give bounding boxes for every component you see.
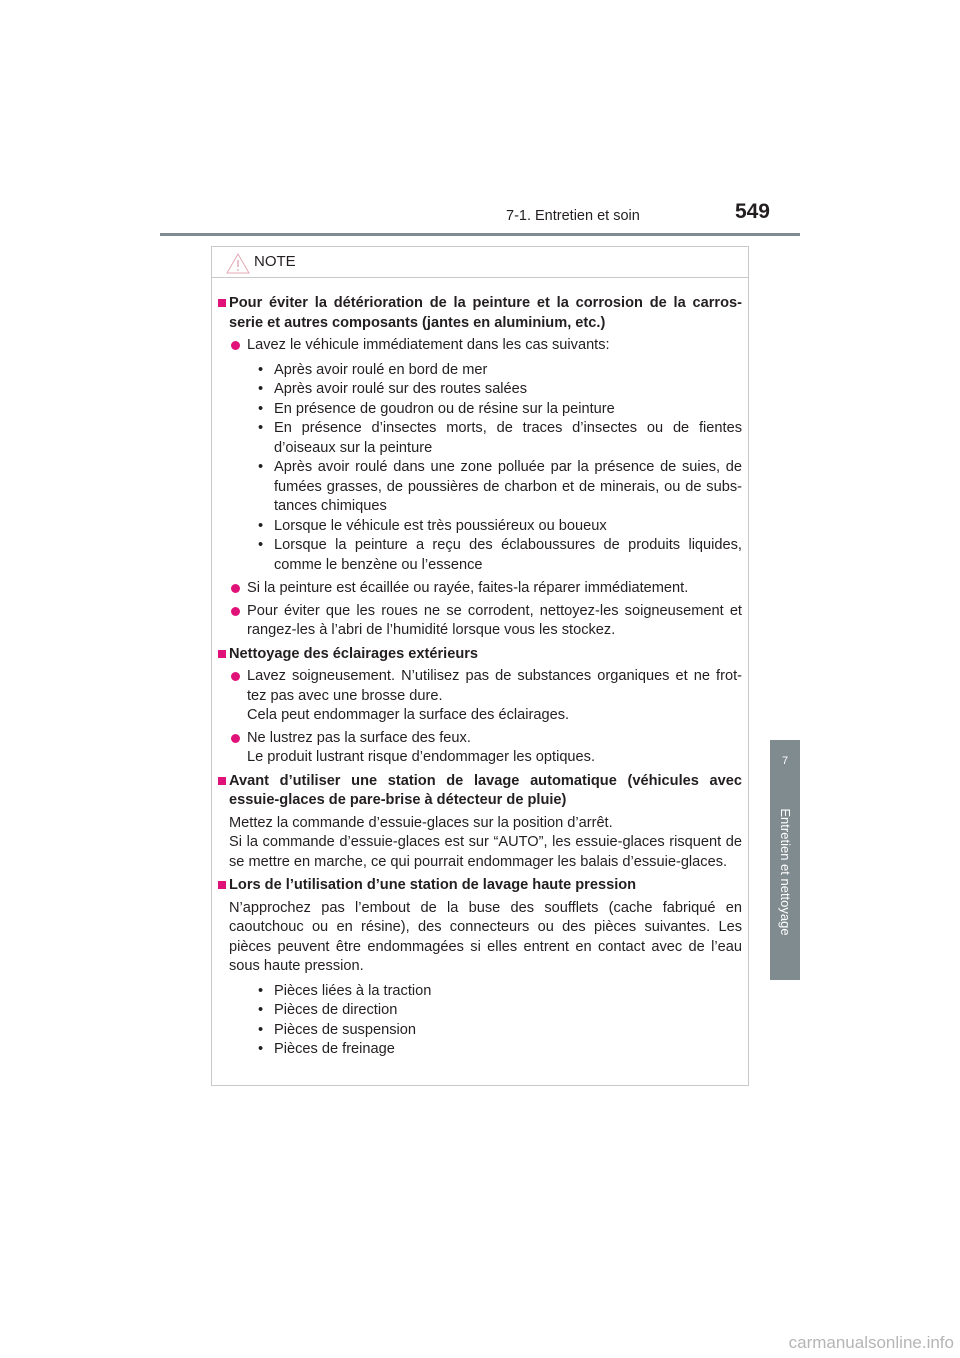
section-heading-text: Avant d’utiliser une station de lavage automatique (véhicules avec essuie-glaces de pare-brise à détecteur de pluie)	[229, 772, 742, 808]
section-header: 7-1. Entretien et soin	[506, 208, 640, 224]
bullet-text: Pour éviter que les roues ne se corrodent, nettoyez-les soigneusement et rangez-les à l’abri de l’humidité lorsque vous les stockez.	[247, 602, 742, 638]
square-bullet-icon	[218, 299, 226, 307]
square-bullet-icon	[218, 650, 226, 658]
bullet-item	[218, 336, 742, 356]
sub-list-item: • Pièces liées à la traction	[274, 982, 742, 1002]
side-tab-number: 7	[781, 755, 789, 767]
section-heading	[218, 772, 742, 811]
page-number: 549	[734, 200, 770, 223]
sub-list	[218, 982, 742, 1060]
paragraph-line: Si la commande d’essuie-glaces est sur “AUTO”, les essuie-glaces risquent de se mettre en marche, ce qui pourrait endommager les balais d’essuie-glaces.	[229, 834, 742, 870]
note-header	[212, 247, 748, 278]
bullet-text: Ne lustrez pas la surface des feux.	[247, 729, 471, 746]
circle-bullet-icon	[231, 584, 240, 593]
circle-bullet-icon	[231, 734, 240, 743]
square-bullet-icon	[218, 881, 226, 889]
section-heading-text: Pour éviter la détérioration de la peinture et la corrosion de la carros-serie et autres composants (jantes en aluminium, etc.)	[229, 295, 742, 331]
bullet-text-continued: Cela peut endommager la surface des éclairages.	[247, 707, 570, 723]
paragraph: N’approchez pas l’embout de la buse des soufflets (cache fabriqué en caoutchouc ou en résine), des connecteurs ou des pièces suivantes. Les pièces peuvent être endommagées si elles entrent en contact avec de l’eau sous haute pression.	[229, 899, 742, 974]
side-tab-title: Entretien et nettoyage	[778, 808, 793, 936]
circle-bullet-icon	[231, 607, 240, 616]
sub-list-item: • En présence de goudron ou de résine sur la peinture	[274, 400, 742, 420]
paragraph	[218, 814, 742, 873]
sub-list-item: • Lorsque la peinture a reçu des éclaboussures de produits liquides, comme le benzène ou l’essence	[274, 536, 742, 575]
section-heading	[218, 294, 742, 333]
footer-watermark: carmanualsonline.info	[788, 1333, 954, 1352]
circle-bullet-icon	[231, 672, 240, 681]
paragraph-line: Mettez la commande d’essuie-glaces sur la position d’arrêt.	[229, 814, 613, 831]
section-heading	[218, 645, 742, 665]
warning-triangle-icon	[226, 253, 250, 279]
sub-list-item: • Après avoir roulé dans une zone polluée par la présence de suies, de fumées grasses, de poussières de charbon et de minerais, ou de subs-tances chimiques	[274, 458, 742, 517]
sub-list-item: • En présence d’insectes morts, de traces d’insectes ou de fientes d’oiseaux sur la peinture	[274, 419, 742, 458]
note-label: NOTE	[254, 253, 296, 270]
sub-list	[218, 361, 742, 576]
bullet-item	[218, 729, 742, 768]
note-box	[211, 246, 749, 1086]
square-bullet-icon	[218, 777, 226, 785]
bullet-item	[218, 667, 742, 726]
bullet-item	[218, 602, 742, 641]
sub-list-item: • Pièces de direction	[274, 1001, 742, 1021]
circle-bullet-icon	[231, 341, 240, 350]
section-heading	[218, 876, 742, 896]
sub-list-item: • Après avoir roulé sur des routes salées	[274, 380, 742, 400]
section-heading-text: Nettoyage des éclairages extérieurs	[229, 645, 479, 662]
sub-list-item: • Pièces de suspension	[274, 1021, 742, 1041]
header-rule	[160, 233, 800, 236]
bullet-text: Si la peinture est écaillée ou rayée, faites-la réparer immédiatement.	[247, 580, 689, 596]
sub-list-item: • Lorsque le véhicule est très poussiéreux ou boueux	[274, 517, 742, 537]
section-heading-text: Lors de l’utilisation d’une station de lavage haute pression	[229, 877, 637, 893]
bullet-text: Lavez le véhicule immédiatement dans les cas suivants:	[247, 337, 610, 353]
bullet-item	[218, 579, 742, 599]
note-body	[212, 278, 748, 1060]
bullet-text-continued: Le produit lustrant risque d’endommager les optiques.	[247, 749, 596, 765]
bullet-text: Lavez soigneusement. N’utilisez pas de substances organiques et ne frot-tez pas avec une brosse dure.	[247, 668, 742, 704]
side-tab	[770, 740, 800, 980]
sub-list-item: • Pièces de freinage	[274, 1040, 742, 1060]
sub-list-item: • Après avoir roulé en bord de mer	[274, 361, 742, 381]
